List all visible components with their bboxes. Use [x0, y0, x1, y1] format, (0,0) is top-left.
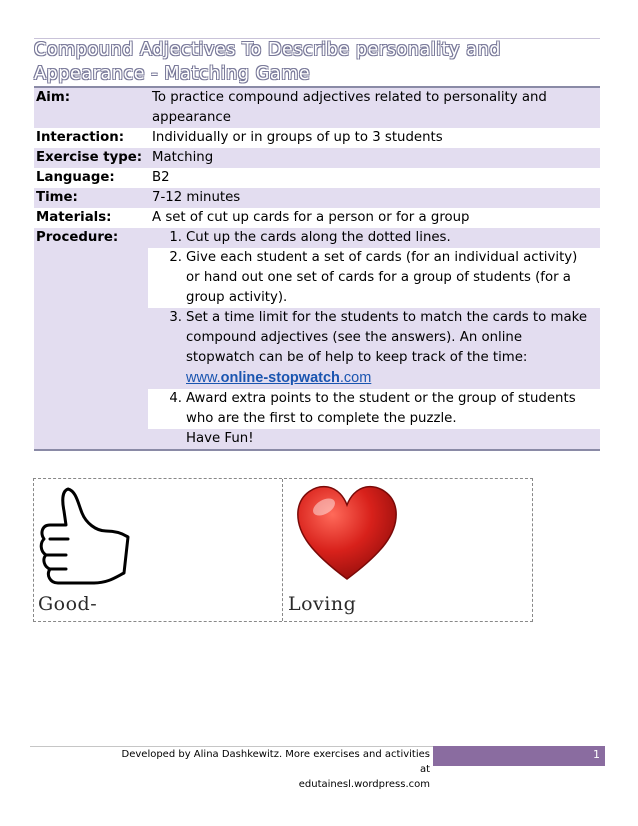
heart-icon — [292, 481, 402, 585]
interaction-value: Individually or in groups of up to 3 students — [152, 130, 443, 145]
procedure-label: Procedure: — [36, 230, 119, 245]
exercise-type-label: Exercise type: — [36, 150, 143, 165]
page-number: 1 — [433, 746, 605, 766]
time-value: 7-12 minutes — [152, 190, 241, 205]
procedure-step — [148, 248, 600, 308]
time-label: Time: — [36, 190, 78, 205]
thumbs-up-icon — [38, 483, 134, 589]
step-number: 1. — [169, 230, 182, 245]
activity-info-table — [34, 86, 600, 451]
footer-line1: Developed by Alina Dashkewitz. More exercises and activities at — [121, 749, 430, 775]
row-materials — [34, 208, 600, 228]
aim-label: Aim: — [36, 90, 71, 105]
step-text: Award extra points to the student or the group of students who are the first to complete the puzzle. — [186, 391, 576, 426]
stopwatch-link[interactable]: www.online-stopwatch.com — [186, 370, 372, 386]
step-text: Give each student a set of cards (for an individual activity) or hand out one set of cards for a group of students (for a group activity). — [186, 250, 578, 305]
step-text: Cut up the cards along the dotted lines. — [186, 230, 451, 245]
matching-cards — [33, 478, 533, 622]
step-number: 2. — [169, 250, 182, 265]
procedure-step — [148, 308, 600, 389]
footer-credit — [112, 747, 430, 792]
row-exercise-type — [34, 148, 600, 168]
page-title: Compound Adjectives To Describe personality and Appearance - Matching Game — [34, 40, 501, 84]
aim-value: To practice compound adjectives related to personality and appearance — [152, 90, 547, 125]
materials-label: Materials: — [36, 210, 112, 225]
have-fun-text: Have Fun! — [148, 429, 600, 449]
step-number: 3. — [169, 310, 182, 325]
procedure-step — [148, 389, 600, 429]
procedure-value — [148, 228, 600, 449]
language-value: B2 — [152, 170, 170, 185]
footer-line2: edutainesl.wordpress.com — [298, 779, 430, 790]
row-time — [34, 188, 600, 208]
interaction-label: Interaction: — [36, 130, 125, 145]
step-number: 4. — [169, 391, 182, 406]
language-label: Language: — [36, 170, 115, 185]
procedure-list — [148, 228, 600, 449]
row-procedure — [34, 228, 600, 449]
card-word-good: Good- — [38, 593, 98, 615]
exercise-type-value: Matching — [152, 150, 214, 165]
procedure-step — [148, 228, 600, 248]
row-language — [34, 168, 600, 188]
step-text: Set a time limit for the students to match the cards to make compound adjectives (see the answers). An online stopwatch can be of help to keep track of the time: — [186, 310, 587, 365]
row-interaction — [34, 128, 600, 148]
materials-value: A set of cut up cards for a person or for a group — [152, 210, 470, 225]
row-aim — [34, 88, 600, 128]
card-cut-line — [282, 479, 283, 621]
card-word-loving: Loving — [288, 593, 357, 615]
